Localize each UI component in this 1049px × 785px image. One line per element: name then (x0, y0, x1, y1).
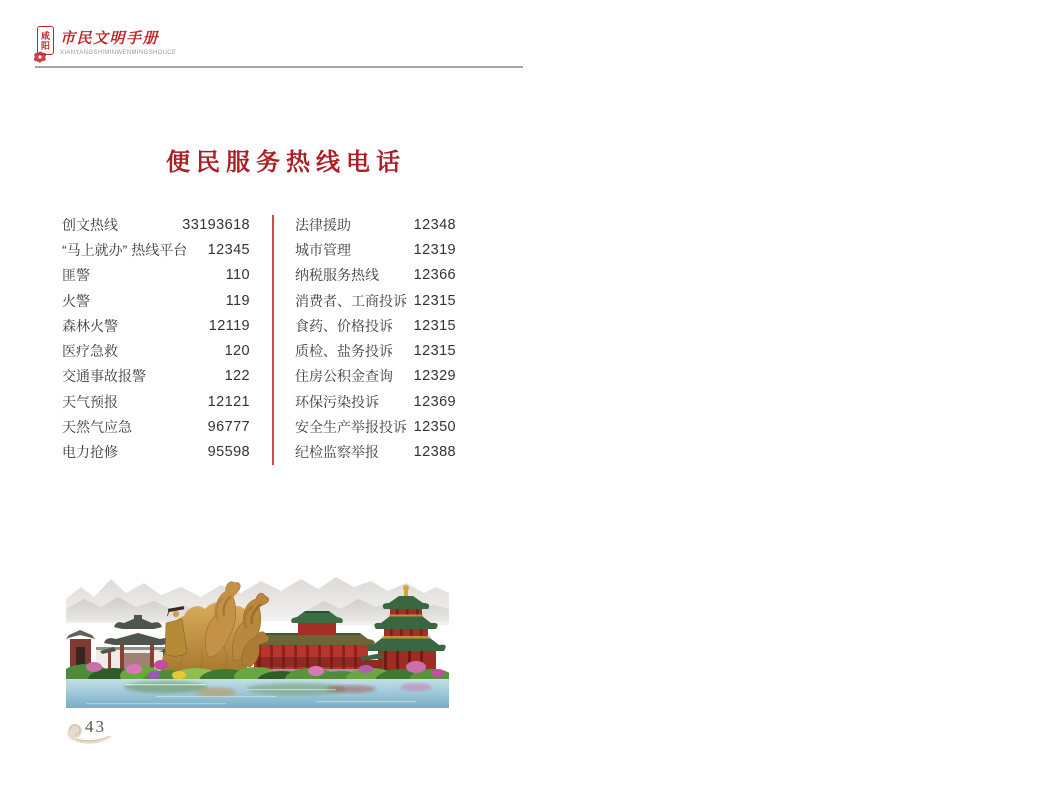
hotline-number: 95598 (207, 444, 250, 461)
hotline-number: 110 (225, 267, 250, 284)
hotline-number: 12329 (413, 368, 456, 385)
hotline-row (62, 414, 250, 439)
seal-flower-icon (32, 50, 48, 64)
hotline-row (295, 237, 456, 262)
hotline-number: 12388 (413, 444, 456, 461)
hotline-row (62, 212, 250, 237)
hotline-number: 12315 (413, 292, 456, 309)
header-rule (35, 66, 523, 68)
hotline-label: 电力抢修 (62, 444, 118, 461)
hotline-label: 纪检监察举报 (295, 444, 379, 461)
hotline-label: 森林火警 (62, 317, 118, 334)
hotline-row (295, 440, 456, 465)
hotline-row (62, 338, 250, 363)
hotline-number: 12366 (413, 267, 456, 284)
hotline-label: 食药、价格投诉 (295, 317, 393, 334)
logo-text-block (60, 27, 176, 56)
hotline-row (295, 364, 456, 389)
hotline-number: 33193618 (182, 216, 250, 233)
hotline-row (295, 212, 456, 237)
hotline-number: 12121 (207, 393, 250, 410)
hotline-label: 法律援助 (295, 216, 351, 233)
hotline-row (62, 237, 250, 262)
hotline-row (62, 263, 250, 288)
hotline-number: 12350 (413, 419, 456, 436)
hotline-column-right (295, 212, 456, 465)
hotline-label: 住房公积金查询 (295, 368, 393, 385)
hotline-table (62, 212, 456, 466)
hotline-number: 12315 (413, 317, 456, 334)
hotline-number: 12348 (413, 216, 456, 233)
hotline-label: 天气预报 (62, 393, 118, 410)
logo-subtitle: XIANYANGSHIMINWENMINGSHOUCE (60, 50, 177, 56)
scenic-photo (66, 557, 449, 708)
hotline-label: 医疗急救 (62, 343, 118, 360)
hotline-label: 火警 (62, 292, 90, 309)
hotline-number: 12369 (413, 393, 456, 410)
hotline-label: 交通事故报警 (62, 368, 146, 385)
column-divider (272, 215, 274, 465)
page-number: 43 (85, 717, 106, 736)
hotline-row (62, 389, 250, 414)
hotline-row (295, 288, 456, 313)
hotline-row (295, 389, 456, 414)
hotline-number: 12319 (413, 241, 456, 258)
hotline-number: 12315 (413, 343, 456, 360)
seal-char-bottom: 阳 (40, 40, 50, 51)
hotline-number: 96777 (207, 419, 250, 436)
hotline-number: 12119 (208, 317, 250, 334)
hotline-column-left (62, 212, 250, 465)
hotline-label: 质检、盐务投诉 (295, 343, 393, 360)
hotline-row (295, 338, 456, 363)
hotline-row (295, 313, 456, 338)
hotline-label: 消费者、工商投诉 (295, 292, 407, 309)
hotline-label: 城市管理 (295, 241, 351, 258)
hotline-number: 119 (225, 292, 250, 309)
hotline-number: 122 (224, 368, 250, 385)
hotline-label: 安全生产举报投诉 (295, 419, 407, 436)
seal-char-top: 咸 (40, 30, 50, 41)
hotline-row (62, 313, 250, 338)
logo-title: 市民文明手册 (60, 31, 160, 47)
hotline-label: 创文热线 (62, 216, 118, 233)
hotline-label: 天然气应急 (62, 419, 132, 436)
hotline-label: 环保污染投诉 (295, 393, 379, 410)
hotline-label: 匪警 (62, 267, 90, 284)
hotline-row (295, 414, 456, 439)
hotline-label: “马上就办” 热线平台 (62, 241, 188, 258)
hotline-number: 12345 (207, 241, 250, 258)
hotline-row (62, 364, 250, 389)
hotline-number: 120 (224, 343, 250, 360)
hotline-label: 纳税服务热线 (295, 267, 379, 284)
hotline-row (295, 263, 456, 288)
hotline-row (62, 288, 250, 313)
page-title: 便民服务热线电话 (166, 149, 406, 176)
hotline-row (62, 440, 250, 465)
